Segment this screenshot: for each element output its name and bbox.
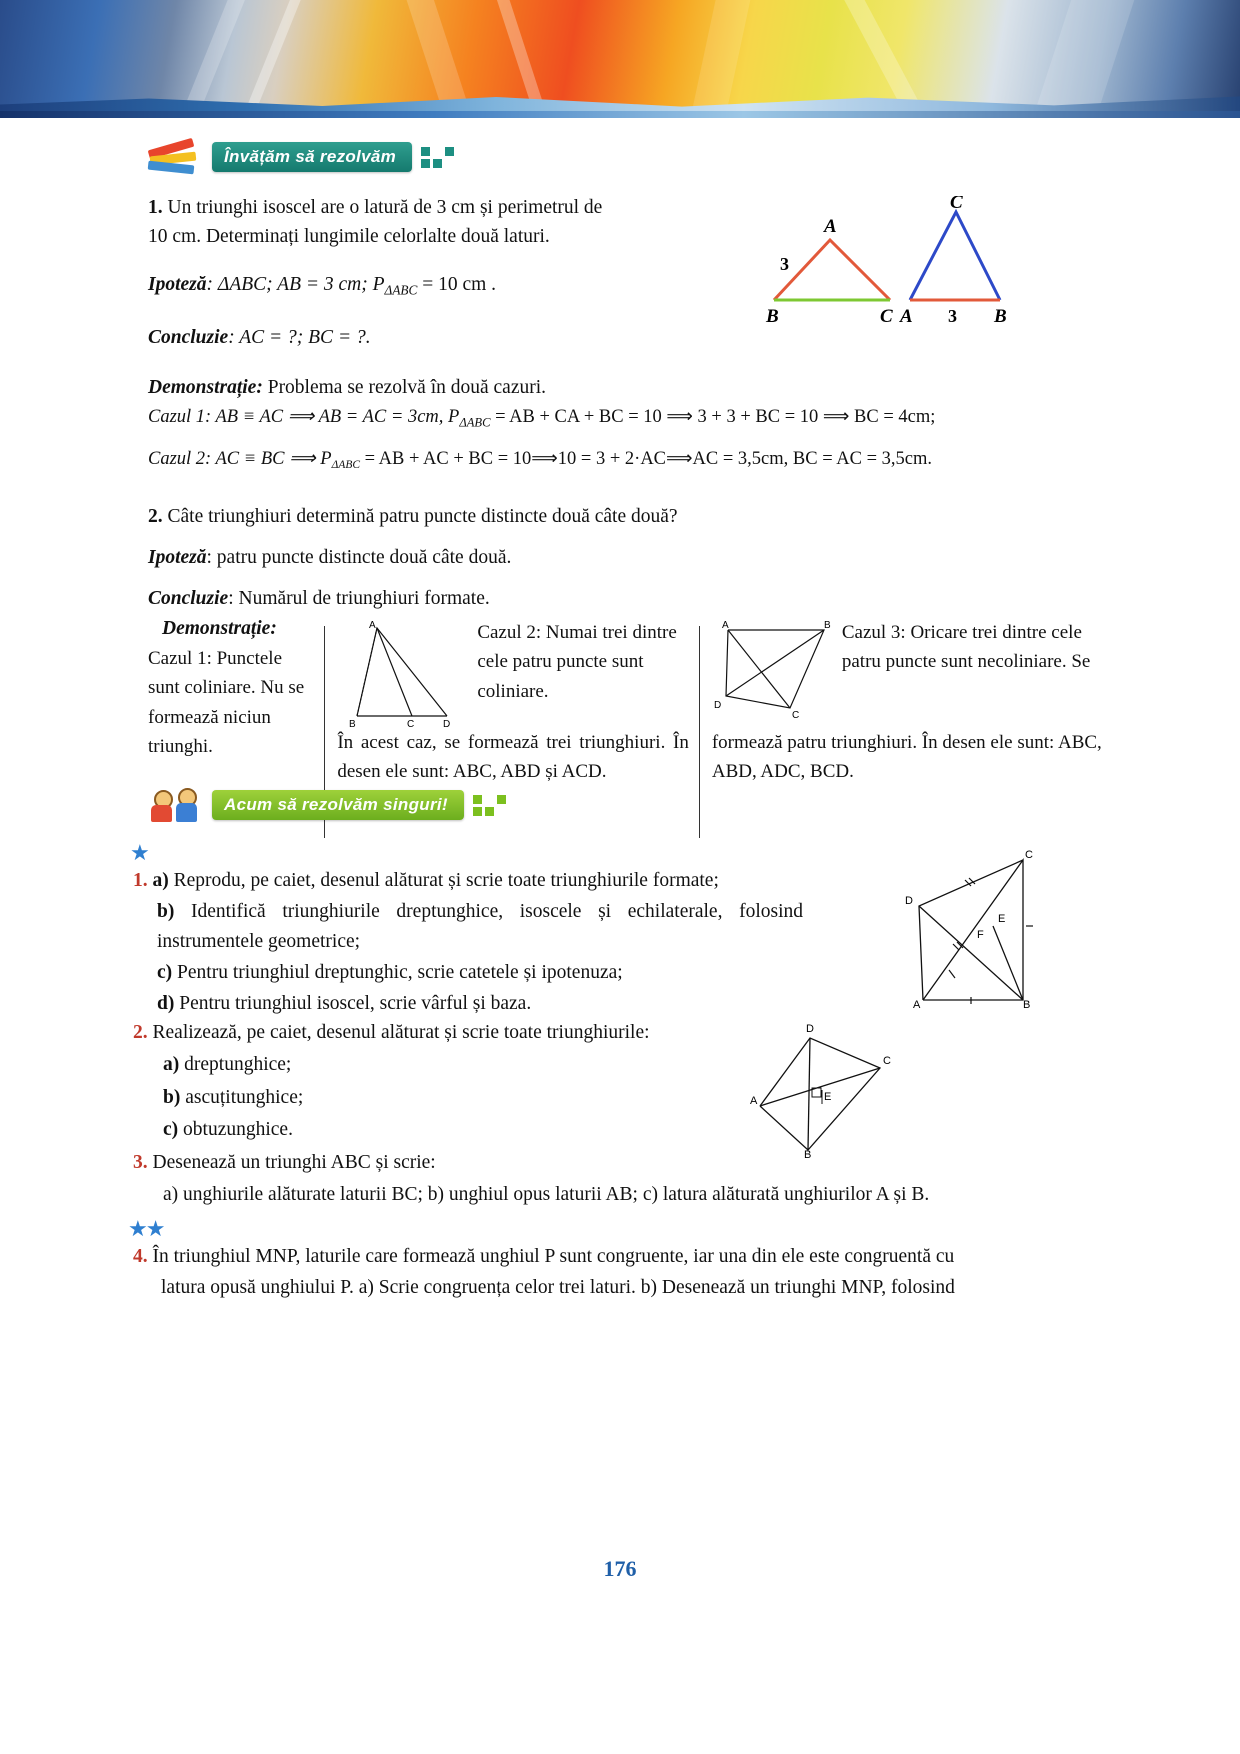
problem2-number: 2. bbox=[148, 506, 163, 527]
svg-text:F: F bbox=[977, 929, 984, 941]
page-content bbox=[0, 118, 1240, 1754]
problem1-statement bbox=[148, 193, 748, 252]
case3-text-pre: Cazul 3: Oricare trei dintre cele patru puncte sunt necoliniare. Se bbox=[841, 622, 1091, 673]
exercise-4-line1: În triunghiul MNP, laturile care formează unghiul P sunt congruente, iar una din ele este congruentă cu bbox=[152, 1246, 955, 1267]
exercise-1-number: 1. bbox=[133, 870, 148, 891]
exercise-2 bbox=[133, 1018, 753, 1144]
svg-text:B: B bbox=[766, 306, 779, 327]
problem1-figure bbox=[760, 196, 1040, 356]
svg-text:A: A bbox=[750, 1095, 758, 1107]
item-text: Reprodu, pe caiet, desenul alăturat și scrie toate triunghiurile formate; bbox=[173, 870, 719, 891]
case2-tail: = AB + AC + BC = 10⟹10 = 3 + 2·AC⟹AC = 3,5cm, BC = AC = 3,5cm. bbox=[360, 449, 932, 469]
svg-text:C: C bbox=[883, 1055, 891, 1067]
case1-sub: ΔABC bbox=[459, 415, 491, 430]
difficulty-star-2: ★★ bbox=[128, 1216, 164, 1241]
problem1-hypothesis bbox=[148, 270, 768, 301]
svg-text:3: 3 bbox=[948, 306, 957, 326]
item-text: Pentru triunghiul isoscel, scrie vârful și baza. bbox=[179, 993, 532, 1014]
page-number: 176 bbox=[603, 1556, 637, 1581]
item-letter: b) bbox=[163, 1086, 181, 1108]
case2-text: Cazul 2: AC ≡ BC ⟹ P bbox=[148, 449, 332, 469]
item-letter: a) bbox=[163, 1054, 180, 1076]
banner-label-learn: Învățăm să rezolvăm bbox=[212, 142, 412, 172]
exercise-1-figure bbox=[905, 848, 1065, 1008]
svg-text:A: A bbox=[824, 216, 837, 237]
svg-text:D: D bbox=[905, 895, 913, 907]
proof-label: Demonstrație: bbox=[162, 618, 277, 639]
svg-text:C: C bbox=[1025, 849, 1033, 861]
case3-text-post: formează patru triunghiuri. În desen ele sunt: ABC, ABD, ADC, BCD. bbox=[711, 732, 1102, 783]
exercise-4-line2: latura opusă unghiului P. a) Scrie congruența celor trei laturi. b) Desenează un triunghi MNP, folosind bbox=[161, 1277, 955, 1299]
problem1-line2: 10 cm. Determinați lungimile celorlalte două laturi. bbox=[148, 226, 550, 248]
case1-tail: = AB + CA + BC = 10 ⟹ 3 + 3 + BC = 10 ⟹ BC = 4cm; bbox=[490, 407, 936, 427]
problem1-number: 1. bbox=[148, 197, 163, 218]
exercise-2-number: 2. bbox=[133, 1022, 148, 1043]
hypothesis-body: : patru puncte distincte două câte două. bbox=[206, 547, 512, 568]
svg-text:A: A bbox=[369, 620, 376, 631]
item-text: Pentru triunghiul dreptunghic, scrie catetele și ipotenuza; bbox=[177, 961, 623, 983]
svg-text:C: C bbox=[791, 710, 800, 721]
decorative-header-band bbox=[0, 0, 1240, 118]
exercise-3-line bbox=[133, 1180, 1093, 1209]
item-text: ascuțitunghice; bbox=[185, 1086, 304, 1108]
proof-intro: Problema se rezolvă în două cazuri. bbox=[262, 377, 547, 398]
exercise-1 bbox=[133, 866, 803, 1018]
section-banner-learn bbox=[148, 138, 454, 176]
pencils-icon bbox=[148, 138, 212, 176]
proof-label: Demonstrație: bbox=[148, 377, 263, 398]
conclusion-label: Concluzie bbox=[148, 588, 229, 609]
item-text: Identifică triunghiurile dreptunghice, isoscele și echilaterale, folosind instrumentele geometrice; bbox=[157, 901, 804, 952]
pixel-decor-icon bbox=[473, 795, 506, 816]
svg-text:B: B bbox=[994, 306, 1007, 327]
exercise-3-lead: Desenează un triunghi ABC și scrie: bbox=[152, 1152, 436, 1173]
item-text: obtuzunghice. bbox=[183, 1118, 293, 1140]
case-divider bbox=[699, 626, 700, 838]
exercise-4-number: 4. bbox=[133, 1246, 148, 1267]
two-triangles-diagram bbox=[760, 196, 1040, 356]
section-banner-practice bbox=[148, 786, 506, 824]
case3-diagram bbox=[712, 620, 842, 728]
svg-text:E: E bbox=[824, 1091, 832, 1103]
svg-text:D: D bbox=[713, 700, 722, 711]
conclusion-label: Concluzie bbox=[148, 327, 229, 348]
exercise-2-lead: Realizează, pe caiet, desenul alăturat și scrie toate triunghiurile: bbox=[152, 1022, 650, 1043]
case2-text-post: În acest caz, se formează trei triunghiuri. În desen ele sunt: ABC, ABD și ACD. bbox=[337, 732, 689, 783]
quadrilateral-diagram-1 bbox=[905, 848, 1065, 1008]
conclusion-body: : AC = ?; BC = ?. bbox=[228, 327, 371, 348]
exercise-3-text: a) unghiurile alăturate laturii BC; b) unghiul opus laturii AB; c) latura alăturată unghiurilor A și B. bbox=[163, 1184, 930, 1206]
item-letter: d) bbox=[157, 993, 175, 1014]
pixel-decor-icon bbox=[421, 147, 454, 168]
problem1-case1 bbox=[148, 406, 1108, 430]
kids-icon bbox=[148, 786, 212, 824]
svg-text:B: B bbox=[349, 719, 356, 728]
item-letter: c) bbox=[163, 1118, 179, 1140]
problem2-hypothesis bbox=[148, 543, 1048, 572]
case1-text: Cazul 1: AB ≡ AC ⟹ AB = AC = 3cm, P bbox=[148, 407, 460, 427]
quadrilateral-diagram-2 bbox=[750, 1018, 930, 1158]
case2-diagram bbox=[337, 620, 477, 728]
svg-text:B: B bbox=[823, 620, 831, 631]
problem1-conclusion bbox=[148, 323, 768, 352]
svg-text:C: C bbox=[407, 719, 415, 728]
item-letter: c) bbox=[157, 961, 173, 983]
header-rule bbox=[0, 111, 1240, 118]
hypothesis-body: : ΔABC; AB = 3 cm; P bbox=[206, 274, 385, 295]
svg-text:E: E bbox=[998, 913, 1006, 925]
conclusion-body: : Numărul de triunghiuri formate. bbox=[228, 588, 490, 609]
hypothesis-label: Ipoteză bbox=[148, 547, 207, 568]
case1-text: Cazul 1: Punctele sunt coliniare. Nu se formează niciun triunghi. bbox=[148, 648, 305, 758]
svg-text:B: B bbox=[1023, 999, 1031, 1008]
case-column-3 bbox=[712, 618, 1108, 838]
problem2-text: Câte triunghiuri determină patru puncte distincte două câte două? bbox=[167, 506, 678, 527]
hypothesis-sub: ΔABC bbox=[384, 282, 418, 298]
item-text: dreptunghice; bbox=[184, 1054, 292, 1076]
svg-text:B: B bbox=[804, 1149, 812, 1158]
case2-text-pre: Cazul 2: Numai trei dintre cele patru puncte sunt coliniare. bbox=[477, 622, 677, 702]
svg-text:D: D bbox=[806, 1023, 814, 1035]
case2-sub: ΔABC bbox=[331, 459, 360, 471]
problem1-proof-intro bbox=[148, 373, 1048, 402]
exercise-3 bbox=[133, 1148, 1093, 1210]
problem1-line1: Un triunghi isoscel are o latură de 3 cm și perimetrul de bbox=[167, 197, 603, 218]
exercise-3-number: 3. bbox=[133, 1152, 148, 1173]
hypothesis-label: Ipoteză bbox=[148, 274, 207, 295]
svg-text:C: C bbox=[950, 196, 963, 213]
problem2-statement bbox=[148, 502, 1048, 531]
svg-text:A: A bbox=[900, 306, 913, 327]
problem1-case2 bbox=[148, 448, 1128, 471]
svg-text:C: C bbox=[880, 306, 893, 327]
exercise-4 bbox=[133, 1242, 1103, 1303]
problem2-conclusion bbox=[148, 584, 1048, 613]
svg-text:D: D bbox=[443, 719, 451, 728]
exercise-2-figure bbox=[750, 1018, 930, 1158]
item-letter: b) bbox=[157, 901, 175, 923]
item-letter: a) bbox=[152, 870, 169, 891]
svg-text:A: A bbox=[721, 620, 729, 631]
svg-text:A: A bbox=[913, 999, 921, 1008]
difficulty-star-1: ★ bbox=[130, 840, 148, 865]
banner-label-practice: Acum să rezolvăm singuri! bbox=[212, 790, 464, 820]
svg-text:3: 3 bbox=[780, 254, 789, 274]
hypothesis-tail: = 10 cm . bbox=[417, 274, 497, 295]
